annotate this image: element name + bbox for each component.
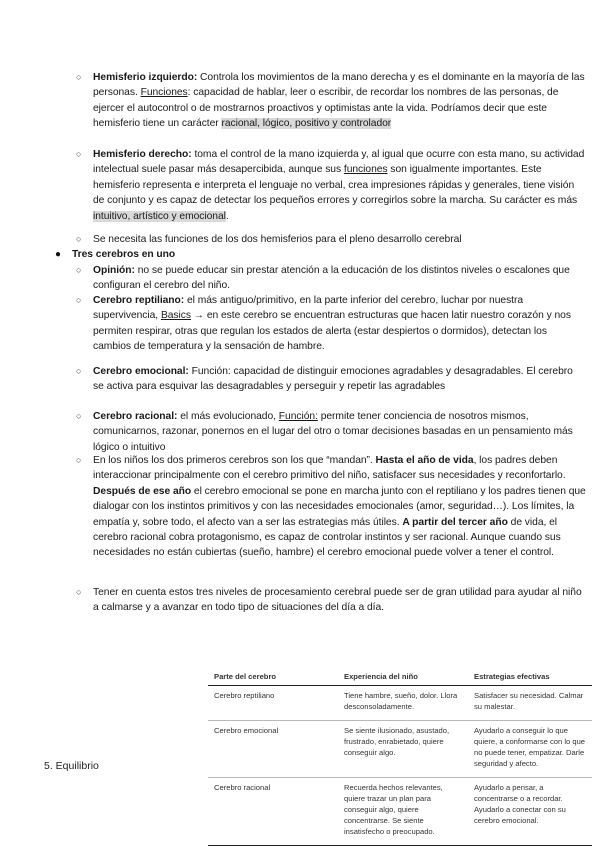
list-item-pleno-desarrollo: [0, 232, 600, 247]
text: el más antiguo/primitivo, en la parte inferior del cerebro, luchar por nuestra supervivencia,: [93, 295, 524, 322]
filled-bullet-icon: ●: [55, 249, 61, 260]
table-row: [208, 721, 592, 778]
highlighted-text: racional, lógico, positivo y controlador: [221, 118, 392, 130]
bold-text: Después de ese año: [93, 485, 192, 497]
list-item-hemisferio-izquierdo: [0, 70, 600, 132]
text: Función: capacidad de distinguir emociones agradables y desagradables. El cerebro se activa para esquivar las desagradables y perseguir y repetir las agradables: [93, 366, 573, 393]
list-item-hemisferio-derecho: [0, 147, 600, 224]
hollow-bullet-icon: ○: [76, 234, 82, 244]
list-item-cerebro-racional: [0, 409, 600, 455]
text: el más evolucionado,: [180, 411, 276, 422]
hollow-bullet-icon: ○: [76, 366, 82, 376]
table-cell: Cerebro emocional: [208, 721, 338, 778]
table-header-cell: Experiencia del niño: [338, 668, 468, 686]
link-funcion[interactable]: Función:: [278, 411, 318, 422]
term-hemisferio-derecho: Hemisferio derecho:: [93, 149, 192, 160]
text: .: [225, 210, 229, 222]
hollow-bullet-icon: ○: [76, 411, 82, 421]
text: permite tener conciencia de nosotros mismos, comunicarnos, razonar, ponernos en el lugar del otro o tomar decisiones basadas en un pensamiento más lógico o intuitivo: [93, 411, 573, 453]
list-item-ninos: [0, 453, 600, 561]
list-item-opinion: [0, 263, 600, 294]
text: Tener en cuenta estos tres niveles de procesamiento cerebral puede ser de gran utilidad para ayudar al niño a calmarse y a avanzar en todo tipo de situaciones del día a día.: [93, 587, 582, 614]
table-cell: Ayudarlo a conseguir lo que quiere, a conformarse con lo que no puede tener, empatizar. Darle seguridad y afecto.: [468, 721, 592, 778]
hollow-bullet-icon: ○: [76, 587, 82, 597]
table-cell: Se siente ilusionado, asustado, frustrado, enrabietado, quiere conseguir algo.: [338, 721, 468, 778]
text: toma el control de la mano izquierda y, al igual que ocurre con esta mano, su actividad intelectual suele pasar más desapercibida, aunque sus: [93, 149, 585, 176]
section-heading: Tres cerebros en uno: [72, 249, 176, 260]
table-cell: Recuerda hechos relevantes, quiere trazar un plan para conseguir algo, quiere concentrarse. Se siente insatisfecho o preocupado.: [338, 778, 468, 846]
highlighted-text: intuitivo, artístico y emocional: [93, 210, 226, 222]
term-cerebro-racional: Cerebro racional:: [93, 411, 178, 422]
list-item-tener-en-cuenta: [0, 585, 600, 616]
text: de vida, el cerebro racional cobra protagonismo, es capaz de controlar instintos y ser racional. Aunque cuando sus necesidades no están cubiertas (sueño, hambre) el cerebro emocional puede volver a tener el control.: [93, 516, 561, 559]
term-opinion: Opinión:: [93, 265, 135, 276]
text: Se necesita las funciones de los dos hemisferios para el pleno desarrollo cerebral: [93, 234, 462, 245]
brain-table: [208, 668, 592, 846]
table-cell: Satisfacer su necesidad. Calmar su malestar.: [468, 686, 592, 721]
text: : capacidad de hablar, leer o escribir, de recordar los nombres de las personas, de ejercer el autocontrol o de mostrarnos proactivos y optimistas ante la vida. Podríamos decir que este hemisferio tiene un carácter: [93, 87, 559, 130]
table-cell: Cerebro reptiliano: [208, 686, 338, 721]
hollow-bullet-icon: ○: [76, 72, 82, 82]
term-cerebro-reptiliano: Cerebro reptiliano:: [93, 295, 185, 306]
hollow-bullet-icon: ○: [76, 149, 82, 159]
list-item-cerebro-emocional: [0, 364, 600, 395]
text: En los niños los dos primeros cerebros son los que “mandan”.: [93, 455, 373, 466]
table-cell: Ayudarlo a pensar, a concentrarse o a recordar. Ayudarlo a conectar con su cerebro emocional.: [468, 778, 592, 846]
list-item-tres-cerebros: [0, 247, 600, 262]
table-cell: Tiene hambre, sueño, dolor. Llora desconsoladamente.: [338, 686, 468, 721]
table-cell: Cerebro racional: [208, 778, 338, 846]
hollow-bullet-icon: ○: [76, 295, 82, 305]
term-hemisferio-izquierdo: Hemisferio izquierdo:: [93, 72, 198, 83]
hollow-bullet-icon: ○: [76, 265, 82, 275]
section-label-equilibrio: 5. Equilibrio: [44, 760, 99, 772]
table-header-row: [208, 668, 592, 686]
bold-text: Hasta el año de vida: [375, 455, 474, 466]
hollow-bullet-icon: ○: [76, 455, 82, 465]
bold-text: A partir del tercer año: [402, 516, 508, 528]
term-cerebro-emocional: Cerebro emocional:: [93, 366, 189, 377]
text: el cerebro emocional se pone en marcha junto con el reptiliano y los padres tienen que dialogar con los instintos primitivos y con las necesidades emocionales (amor, seguridad…). Los límites, la empatía y, sobre todo, el afecto van a ser las estrategias más útiles.: [93, 485, 586, 528]
table-row: [208, 778, 592, 846]
table-row: [208, 686, 592, 721]
text: son igualmente importantes. Este hemisferio representa e interpreta el lenguaje no verbal, crea impresiones rápidas y generales, tiene visión de conjunto y es capaz de detectar los pequeños errores y corregirlos sobre la marcha. Su carácter es más: [93, 164, 578, 207]
table-header-cell: Parte del cerebro: [208, 668, 338, 686]
text: Controla los movimientos de la mano derecha y es el dominante en la mayoría de las personas.: [93, 72, 585, 99]
text: → en este cerebro se encuentran estructuras que hacen latir nuestro corazón y nos permiten respirar, otras que regulan los estados de alerta (estar despiertos o dormidos), detectan los cambios de temperatura y la sensación de hambre.: [93, 310, 571, 353]
link-funciones[interactable]: Funciones: [140, 87, 188, 99]
text: , los padres deben interaccionar principalmente con el cerebro primitivo del niño, satisfacer sus necesidades y reconfortarlo.: [93, 455, 566, 482]
list-item-cerebro-reptiliano: [0, 293, 600, 355]
link-funciones[interactable]: funciones: [343, 164, 388, 176]
table-header-cell: Estrategias efectivas: [468, 668, 592, 686]
link-basics[interactable]: Basics: [160, 310, 191, 322]
text: no se puede educar sin prestar atención a la educación de los distintos niveles o escalones que configuran el cerebro del niño.: [93, 265, 570, 292]
